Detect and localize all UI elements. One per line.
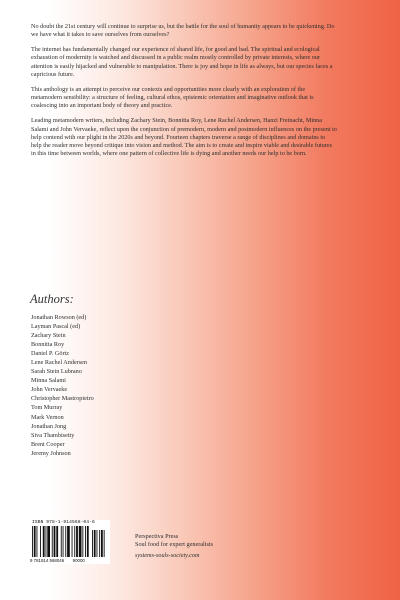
blurb-paragraph-3: This anthology is an attempt to perceive our contexts and opportunities more clearly with an exploration of the metamodern sensibility: a structure of feeling, cultural ethos, epistemic orientation and imaginative outlook that is coalescing into an important body of theory and practice. (31, 85, 314, 110)
author-name: Christopher Mastropietro (31, 395, 94, 403)
author-name: Minna Salami (31, 377, 66, 385)
author-name: Bonnitta Roy (31, 341, 65, 349)
isbn-barcode-block (30, 520, 110, 564)
author-name: Layman Pascal (ed) (31, 323, 81, 331)
author-name: Jeremy Johnson (31, 449, 71, 457)
author-name: John Vervaeke (31, 386, 68, 394)
publisher-name: Perspectiva Press (135, 533, 179, 540)
barcode-icon (32, 526, 108, 558)
author-name: Sarah Stein Lubrano (31, 368, 82, 376)
author-name: Jonathan Rowson (ed) (31, 314, 87, 321)
blurb-paragraph-2: The internet has fundamentally changed our experience of shared life, for good and bad. The spiritual and ecological exhaustion of modernity is watched and discussed in a public realm mostly controlled by private interests, where our attention is easily hijacked and vulnerable to manipulation. There is joy and hope in life as always, but our species faces a capricious future. (31, 46, 333, 78)
author-name: Siva Thambisetty (31, 431, 75, 439)
author-name: Mark Vernon (31, 413, 64, 421)
blurb-paragraph-1: No doubt the 21st century will continue to surprise us, but the battle for the soul of humanity appears to be quickening. Do we have what it takes to save ourselves from ourselves? (31, 23, 335, 39)
author-name: Brent Cooper (31, 440, 65, 448)
cover-blurb (31, 23, 337, 165)
author-name: Jonathan Jong (31, 422, 67, 430)
barcode-number: 9 781914 568046 (30, 558, 65, 563)
authors-heading: Authors: (30, 292, 74, 306)
author-name: Zachary Stein (31, 332, 66, 340)
publisher-website[interactable]: systems-souls-society.com (135, 551, 200, 559)
author-name: Lene Rachel Andersen (31, 359, 88, 367)
publisher-slogan: Soul food for expert generalists (135, 541, 214, 549)
author-name: Daniel P. Görtz (31, 350, 69, 358)
barcode-addon: 90000 (72, 558, 85, 563)
authors-list (31, 313, 94, 458)
publisher-block (135, 533, 213, 560)
author-name: Tom Murray (31, 404, 63, 412)
blurb-paragraph-4: Leading metamodern writers, including Zachary Stein, Bonnitta Roy, Lene Rachel Andersen, Hanzi Freinacht, Minna Salami and John Vervaeke, reflect upon the conjunction of premodern, modern and postmodern influences on the present to help contend with our plight in the 2020s and beyond. Fourteen chapters traverse a range of disciplines and domains to help the reader move beyond critique into vision and method. The aim is to create and inspire viable and desirable futures in this time between worlds, where one pattern of collective life is dying and another needs our help to be born. (31, 117, 337, 157)
isbn-label: ISBN 978-1-914568-04-6 (32, 520, 95, 525)
barcode-digits (30, 558, 85, 563)
